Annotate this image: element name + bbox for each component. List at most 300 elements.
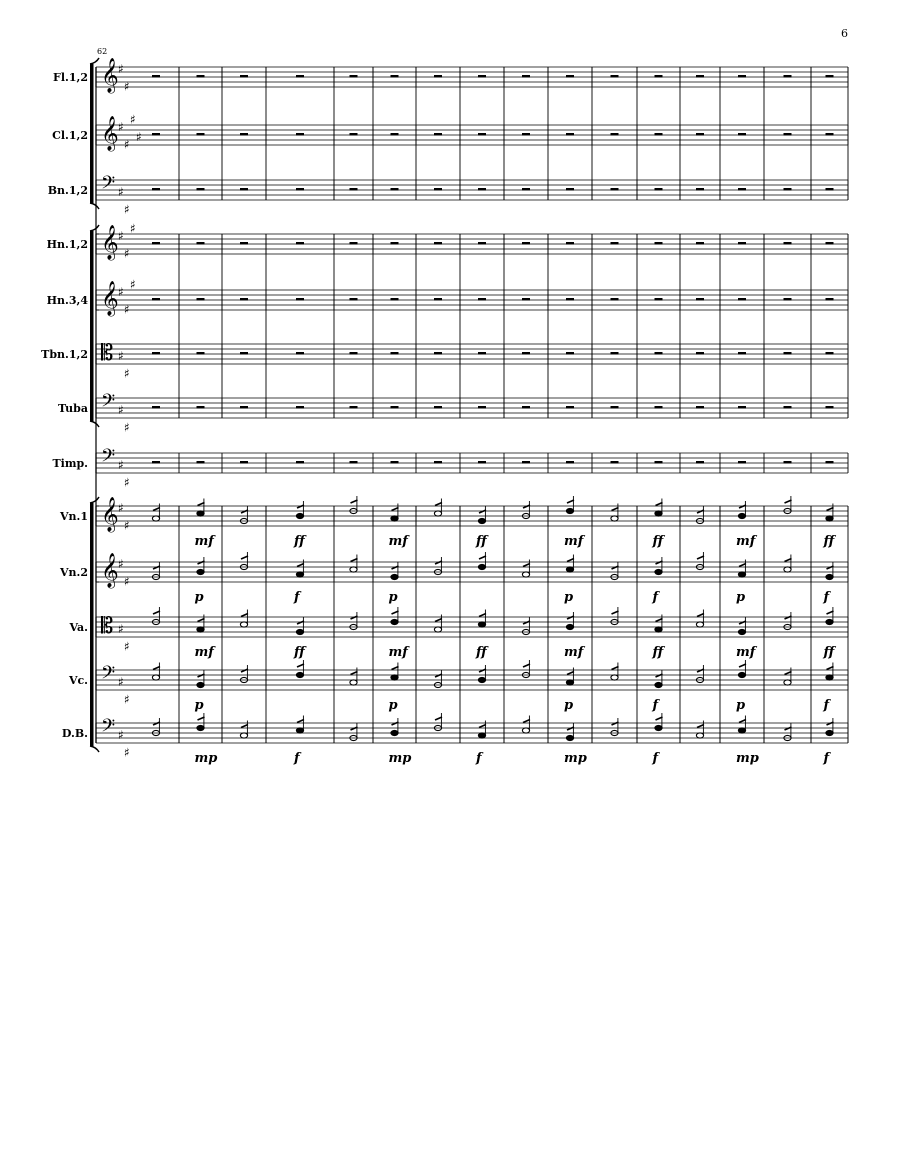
half-rest-icon (240, 352, 248, 355)
notehead (391, 619, 398, 624)
notehead (566, 624, 573, 629)
notehead (738, 728, 745, 733)
notehead (240, 622, 247, 627)
dynamic-marking: mf (564, 534, 584, 549)
notehead (152, 675, 159, 680)
half-rest-icon (655, 406, 663, 409)
notehead (826, 619, 833, 624)
clef-treble-icon: 𝄞 (101, 116, 119, 151)
half-rest-icon (197, 461, 205, 464)
half-rest-icon (611, 242, 619, 245)
instrument-label: Cl.1,2 (52, 129, 88, 142)
half-rest-icon (826, 352, 834, 355)
half-rest-icon (784, 461, 792, 464)
half-rest-icon (611, 461, 619, 464)
notehead (738, 629, 745, 634)
half-rest-icon (826, 298, 834, 301)
notehead (296, 629, 303, 634)
notehead (391, 730, 398, 735)
half-rest-icon (696, 461, 704, 464)
half-rest-icon (350, 133, 358, 136)
half-rest-icon (391, 242, 399, 245)
half-rest-icon (566, 188, 574, 191)
half-rest-icon (350, 242, 358, 245)
clef-treble-icon: 𝄞 (101, 497, 119, 532)
group-bracket (90, 503, 94, 746)
half-rest-icon (696, 188, 704, 191)
half-rest-icon (738, 75, 746, 78)
sharp-icon: ♯ (118, 185, 124, 199)
sharp-icon: ♯ (136, 130, 142, 144)
half-rest-icon (566, 242, 574, 245)
sharp-icon: ♯ (130, 277, 136, 292)
sharp-icon: ♯ (118, 557, 124, 571)
notehead (738, 513, 745, 518)
sharp-icon: ♯ (124, 745, 130, 760)
staff (96, 552, 848, 605)
dynamic-marking: mp (736, 751, 759, 766)
notehead (434, 627, 441, 632)
half-rest-icon (197, 298, 205, 301)
half-rest-icon (611, 188, 619, 191)
instrument-label: Fl.1,2 (53, 71, 88, 84)
half-rest-icon (391, 298, 399, 301)
instrument-label: Hn.1,2 (46, 238, 88, 251)
group-bracket (90, 64, 94, 203)
half-rest-icon (296, 133, 304, 136)
half-rest-icon (655, 188, 663, 191)
clef-bass-icon: 𝄢 (101, 173, 116, 198)
half-rest-icon (434, 133, 442, 136)
sharp-icon: ♯ (118, 728, 124, 742)
dynamic-marking: mf (736, 645, 756, 660)
half-rest-icon (738, 461, 746, 464)
staff (96, 222, 848, 262)
clef-treble-icon: 𝄞 (101, 58, 119, 93)
notehead (784, 680, 791, 685)
dynamic-marking: p (564, 698, 574, 713)
half-rest-icon (478, 133, 486, 136)
sharp-icon: ♯ (124, 137, 130, 152)
staff (96, 173, 848, 217)
half-rest-icon (826, 188, 834, 191)
staff (96, 660, 848, 713)
staff (96, 446, 848, 490)
dynamic-marking: f (823, 751, 830, 766)
instrument-label: Timp. (52, 457, 88, 470)
instrument-label: Va. (69, 621, 88, 634)
half-rest-icon (240, 133, 248, 136)
notehead (611, 675, 618, 680)
half-rest-icon (296, 406, 304, 409)
half-rest-icon (738, 188, 746, 191)
half-rest-icon (696, 352, 704, 355)
half-rest-icon (611, 352, 619, 355)
notehead (826, 516, 833, 521)
half-rest-icon (611, 133, 619, 136)
dynamic-marking: f (294, 590, 300, 605)
half-rest-icon (611, 75, 619, 78)
half-rest-icon (197, 242, 205, 245)
notehead (296, 672, 303, 677)
instrument-label: Vc. (68, 674, 88, 687)
half-rest-icon (696, 298, 704, 301)
notehead (478, 564, 485, 569)
instrument-label: Tbn.1,2 (41, 348, 88, 361)
half-rest-icon (478, 242, 486, 245)
notehead (566, 735, 573, 740)
half-rest-icon (434, 188, 442, 191)
half-rest-icon (434, 75, 442, 78)
sharp-icon: ♯ (124, 202, 130, 217)
dynamic-marking: ff (476, 645, 487, 660)
half-rest-icon (152, 188, 160, 191)
clef-treble-icon: 𝄞 (101, 225, 119, 260)
dynamic-marking: mf (194, 645, 214, 660)
staff (96, 391, 848, 435)
half-rest-icon (350, 298, 358, 301)
clef-treble-icon: 𝄞 (101, 281, 119, 316)
half-rest-icon (296, 298, 304, 301)
half-rest-icon (434, 352, 442, 355)
sharp-icon: ♯ (118, 622, 124, 636)
half-rest-icon (391, 188, 399, 191)
half-rest-icon (197, 406, 205, 409)
dynamic-marking: p (194, 698, 204, 713)
dynamic-marking: ff (476, 534, 487, 549)
half-rest-icon (296, 242, 304, 245)
clef-treble-icon: 𝄞 (101, 553, 119, 588)
half-rest-icon (478, 352, 486, 355)
staff (96, 713, 848, 766)
sharp-icon: ♯ (124, 246, 130, 261)
half-rest-icon (655, 242, 663, 245)
sharp-icon: ♯ (118, 403, 124, 417)
bracket-hook (90, 497, 99, 503)
half-rest-icon (784, 352, 792, 355)
half-rest-icon (696, 242, 704, 245)
dynamic-marking: mf (388, 534, 408, 549)
notehead (696, 622, 703, 627)
half-rest-icon (434, 406, 442, 409)
dynamic-marking: ff (652, 534, 664, 549)
half-rest-icon (240, 298, 248, 301)
instrument-label: Vn.1 (59, 510, 88, 523)
half-rest-icon (391, 133, 399, 136)
dynamic-marking: mf (736, 534, 756, 549)
dynamic-marking: mp (388, 751, 412, 766)
half-rest-icon (738, 298, 746, 301)
half-rest-icon (152, 406, 160, 409)
staff (96, 496, 848, 549)
half-rest-icon (197, 188, 205, 191)
page-number: 6 (841, 27, 848, 40)
dynamic-marking: ff (823, 645, 835, 660)
sharp-icon: ♯ (118, 501, 124, 515)
notehead (826, 675, 833, 680)
half-rest-icon (655, 75, 663, 78)
clef-bass-icon: 𝄢 (101, 663, 116, 688)
half-rest-icon (522, 188, 530, 191)
half-rest-icon (696, 406, 704, 409)
notehead (434, 511, 441, 516)
dynamic-marking: f (823, 590, 830, 605)
dynamic-marking: ff (823, 534, 835, 549)
dynamic-marking: f (294, 751, 300, 766)
half-rest-icon (434, 461, 442, 464)
dynamic-marking: p (194, 590, 204, 605)
notehead (197, 569, 204, 574)
half-rest-icon (152, 461, 160, 464)
notehead (655, 682, 662, 687)
notehead (350, 680, 357, 685)
half-rest-icon (784, 188, 792, 191)
bracket-hook (90, 58, 99, 64)
sharp-icon: ♯ (118, 349, 124, 363)
half-rest-icon (478, 298, 486, 301)
dynamic-marking: mf (388, 645, 408, 660)
dynamic-marking: ff (652, 645, 664, 660)
half-rest-icon (738, 133, 746, 136)
half-rest-icon (152, 352, 160, 355)
clef-bass-icon: 𝄢 (101, 391, 116, 416)
staff (96, 58, 848, 94)
half-rest-icon (566, 298, 574, 301)
half-rest-icon (738, 242, 746, 245)
notehead (826, 730, 833, 735)
notehead (655, 569, 662, 574)
half-rest-icon (296, 461, 304, 464)
half-rest-icon (522, 133, 530, 136)
notehead (240, 733, 247, 738)
dynamic-marking: ff (294, 645, 305, 660)
half-rest-icon (197, 133, 205, 136)
measure-number: 62 (97, 47, 108, 56)
half-rest-icon (296, 188, 304, 191)
notehead (350, 567, 357, 572)
notehead (478, 677, 485, 682)
notehead (826, 574, 833, 579)
half-rest-icon (611, 298, 619, 301)
half-rest-icon (240, 461, 248, 464)
half-rest-icon (478, 461, 486, 464)
notehead (391, 516, 398, 521)
notehead (655, 725, 662, 730)
half-rest-icon (522, 352, 530, 355)
half-rest-icon (434, 298, 442, 301)
half-rest-icon (655, 461, 663, 464)
half-rest-icon (655, 133, 663, 136)
half-rest-icon (152, 75, 160, 78)
half-rest-icon (152, 133, 160, 136)
sharp-icon: ♯ (124, 692, 130, 707)
staff (96, 607, 848, 660)
half-rest-icon (784, 298, 792, 301)
half-rest-icon (826, 406, 834, 409)
dynamic-marking: mf (194, 534, 214, 549)
half-rest-icon (566, 75, 574, 78)
sharp-icon: ♯ (124, 79, 130, 94)
half-rest-icon (566, 352, 574, 355)
dynamic-marking: mp (564, 751, 587, 766)
dynamic-marking: p (388, 698, 398, 713)
instrument-label: Vn.2 (59, 566, 88, 579)
half-rest-icon (784, 242, 792, 245)
half-rest-icon (696, 133, 704, 136)
bracket-hook (90, 746, 99, 752)
notehead (197, 511, 204, 516)
dynamic-marking: p (564, 590, 574, 605)
half-rest-icon (240, 75, 248, 78)
dynamic-marking: f (823, 698, 830, 713)
sub-bracket (96, 506, 99, 582)
half-rest-icon (197, 75, 205, 78)
half-rest-icon (826, 242, 834, 245)
half-rest-icon (350, 352, 358, 355)
sub-bracket (96, 234, 99, 310)
notehead (197, 682, 204, 687)
half-rest-icon (296, 75, 304, 78)
sharp-icon: ♯ (124, 574, 130, 589)
half-rest-icon (566, 406, 574, 409)
half-rest-icon (522, 406, 530, 409)
half-rest-icon (296, 352, 304, 355)
notehead (655, 627, 662, 632)
bracket-hook (90, 421, 99, 427)
half-rest-icon (350, 188, 358, 191)
half-rest-icon (478, 75, 486, 78)
notehead (566, 508, 573, 513)
half-rest-icon (240, 242, 248, 245)
dynamic-marking: f (652, 751, 659, 766)
half-rest-icon (696, 75, 704, 78)
notehead (296, 513, 303, 518)
half-rest-icon (240, 406, 248, 409)
half-rest-icon (826, 133, 834, 136)
clef-tenor-icon: 𝄡 (101, 341, 114, 366)
sharp-icon: ♯ (124, 475, 130, 490)
sharp-icon: ♯ (130, 221, 136, 236)
sharp-icon: ♯ (118, 285, 124, 299)
clef-bass-icon: 𝄢 (101, 716, 116, 741)
half-rest-icon (152, 242, 160, 245)
notehead (522, 572, 529, 577)
notehead (197, 627, 204, 632)
dynamic-marking: f (652, 698, 659, 713)
sharp-icon: ♯ (118, 120, 124, 134)
staff (96, 113, 848, 153)
half-rest-icon (434, 242, 442, 245)
instrument-label: Bn.1,2 (47, 184, 88, 197)
notehead (522, 728, 529, 733)
notehead (197, 725, 204, 730)
half-rest-icon (784, 133, 792, 136)
notehead (478, 518, 485, 523)
half-rest-icon (655, 352, 663, 355)
notehead (391, 574, 398, 579)
dynamic-marking: f (476, 751, 482, 766)
half-rest-icon (611, 406, 619, 409)
half-rest-icon (738, 352, 746, 355)
half-rest-icon (566, 461, 574, 464)
bracket-hook (90, 225, 99, 231)
sharp-icon: ♯ (124, 302, 130, 317)
half-rest-icon (784, 75, 792, 78)
notehead (784, 567, 791, 572)
staff (96, 278, 848, 318)
half-rest-icon (350, 406, 358, 409)
notehead (296, 572, 303, 577)
notehead (738, 672, 745, 677)
clef-alto-icon: 𝄡 (101, 614, 114, 639)
half-rest-icon (522, 242, 530, 245)
notehead (478, 733, 485, 738)
dynamic-marking: mp (194, 751, 218, 766)
half-rest-icon (784, 406, 792, 409)
half-rest-icon (391, 352, 399, 355)
sharp-icon: ♯ (124, 518, 130, 533)
staff (96, 341, 848, 381)
notehead (152, 516, 159, 521)
notehead (391, 675, 398, 680)
sharp-icon: ♯ (124, 639, 130, 654)
sharp-icon: ♯ (124, 420, 130, 435)
notehead (738, 572, 745, 577)
half-rest-icon (391, 461, 399, 464)
half-rest-icon (391, 75, 399, 78)
sharp-icon: ♯ (118, 458, 124, 472)
half-rest-icon (350, 75, 358, 78)
half-rest-icon (826, 75, 834, 78)
sharp-icon: ♯ (124, 366, 130, 381)
sharp-icon: ♯ (118, 62, 124, 76)
half-rest-icon (655, 298, 663, 301)
clef-bass-icon: 𝄢 (101, 446, 116, 471)
notehead (296, 728, 303, 733)
half-rest-icon (826, 461, 834, 464)
dynamic-marking: ff (294, 534, 305, 549)
half-rest-icon (152, 298, 160, 301)
instrument-label: D.B. (61, 727, 88, 740)
notehead (611, 516, 618, 521)
notehead (566, 567, 573, 572)
half-rest-icon (522, 461, 530, 464)
half-rest-icon (478, 406, 486, 409)
sharp-icon: ♯ (118, 229, 124, 243)
group-bracket (90, 231, 94, 421)
half-rest-icon (522, 298, 530, 301)
half-rest-icon (566, 133, 574, 136)
dynamic-marking: p (736, 698, 746, 713)
instrument-label: Tuba (58, 402, 88, 415)
half-rest-icon (240, 188, 248, 191)
dynamic-marking: f (652, 590, 659, 605)
dynamic-marking: p (736, 590, 746, 605)
half-rest-icon (350, 461, 358, 464)
notehead (696, 733, 703, 738)
sharp-icon: ♯ (118, 675, 124, 689)
half-rest-icon (522, 75, 530, 78)
notehead (655, 511, 662, 516)
half-rest-icon (738, 406, 746, 409)
instrument-label: Hn.3,4 (46, 294, 88, 307)
bracket-hook (90, 203, 99, 209)
dynamic-marking: p (388, 590, 398, 605)
half-rest-icon (197, 352, 205, 355)
sharp-icon: ♯ (130, 112, 136, 127)
notehead (566, 680, 573, 685)
half-rest-icon (391, 406, 399, 409)
